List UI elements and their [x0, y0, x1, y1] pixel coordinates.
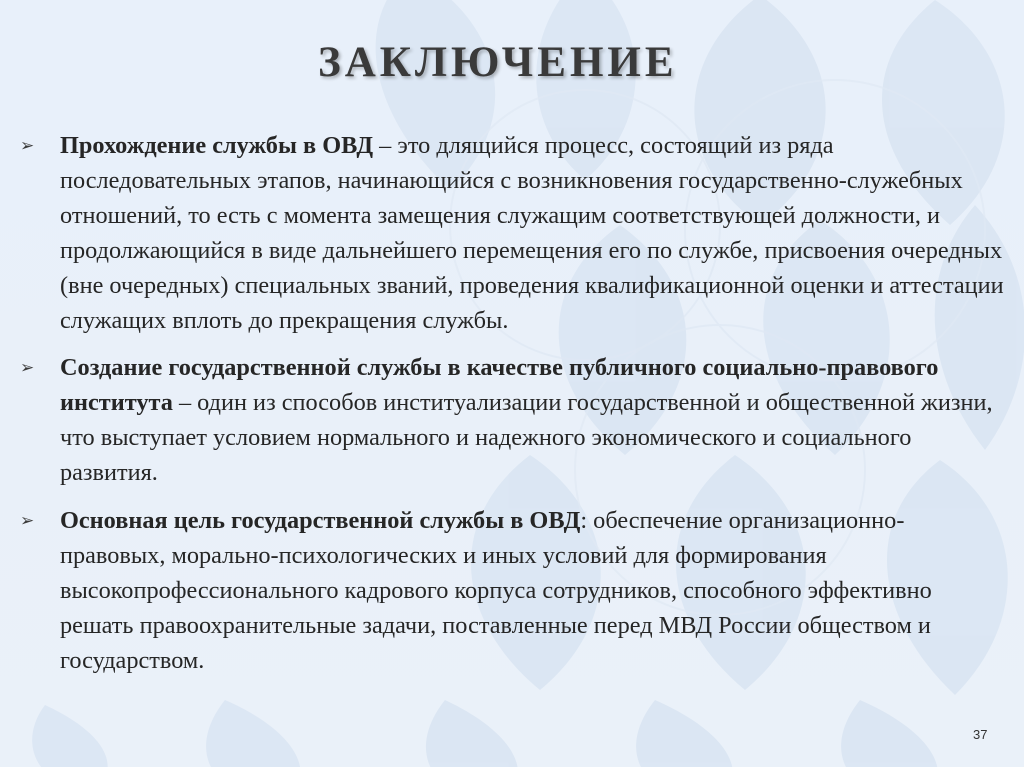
bullet-lead-text: Прохождение службы в ОВД	[60, 132, 374, 159]
background-petal-shape	[206, 700, 300, 767]
arrowhead-bullet-icon: ➢	[20, 136, 35, 155]
page-number: 37	[973, 727, 988, 742]
background-petal-shape	[426, 700, 518, 767]
bullet-body-text: – один из способов институализации государственной и общественной жизни, что выступает условием нормального и надежного экономического и социального развития.	[60, 389, 993, 486]
bullet-lead-text: Создание государственной службы в качестве публичного социально-правового института	[60, 354, 939, 416]
bullet-item	[20, 350, 1005, 490]
background-petal-shape	[32, 705, 107, 767]
slide-title: ЗАКЛЮЧЕНИЕ	[318, 39, 678, 86]
conclusion-bullet-list	[20, 128, 1005, 690]
bullet-item	[20, 128, 1005, 338]
bullet-body-text: : обеспечение организационно-правовых, морально-психологических и иных условий для формирования высокопрофессионального кадрового корпуса сотрудников, способного эффективно решать правоохранительные задачи, поставленные перед МВД России обществом и государством.	[60, 507, 932, 674]
bullet-lead-text: Основная цель государственной службы в ОВД	[60, 507, 581, 534]
arrowhead-bullet-icon: ➢	[20, 358, 35, 377]
bullet-item	[20, 503, 1005, 678]
background-petal-shape	[636, 700, 733, 767]
arrowhead-bullet-icon: ➢	[20, 511, 35, 530]
background-petal-shape	[841, 700, 938, 767]
bullet-body-text: – это длящийся процесс, состоящий из ряда последовательных этапов, начинающийся с возникновения государственно-служебных отношений, то есть с момента замещения служащим соответствующей должности, и продолжающийся в виде дальнейшего перемещения его по службе, присвоения очередных (вне очередных) специальных званий, проведения квалификационной оценки и аттестации служащих вплоть до прекращения службы.	[60, 132, 1004, 334]
